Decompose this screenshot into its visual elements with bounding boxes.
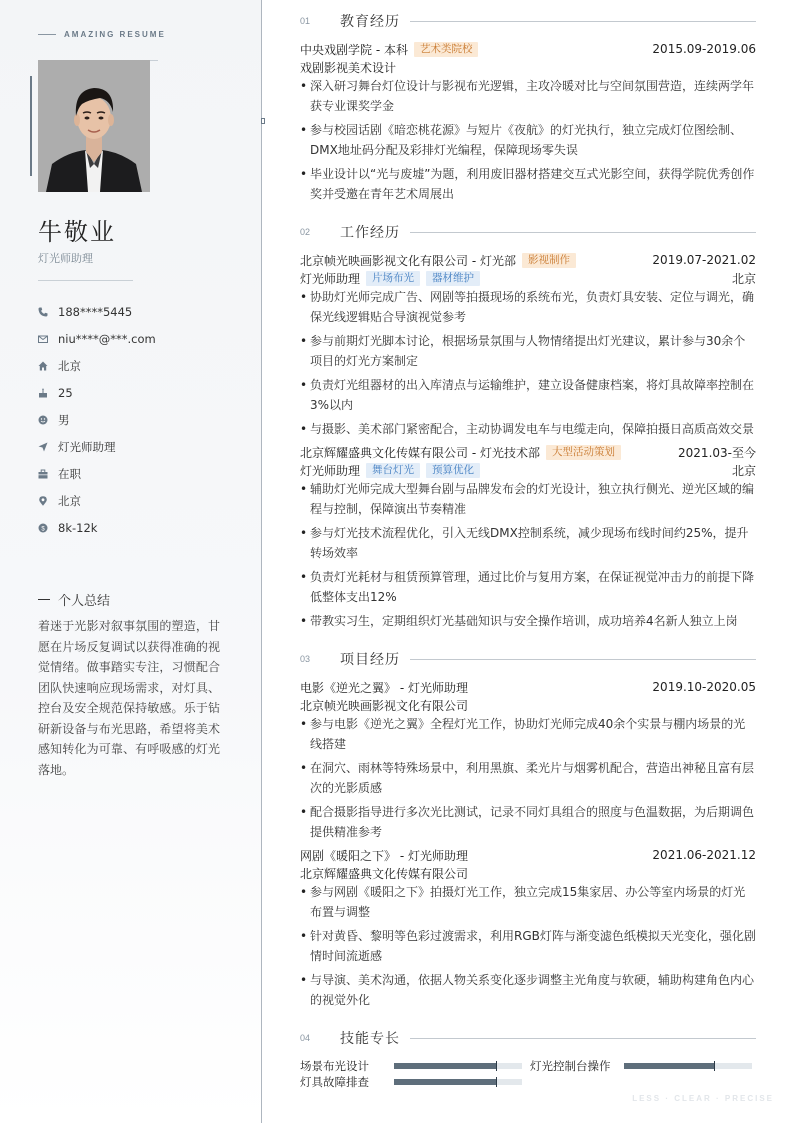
work-bullet: • 负责灯光组器材的出入库清点与运输维护，建立设备健康档案，将灯具故障率控制在3%以内: [300, 375, 756, 415]
education-date: 2015.09-2019.06: [652, 42, 756, 56]
work-role: 灯光师助理: [300, 271, 361, 286]
work-role-tag: 舞台灯光: [366, 463, 420, 478]
project-company-row: [300, 696, 756, 714]
work-date: 2021.03-至今: [678, 445, 756, 460]
section-number: 03: [300, 654, 311, 664]
section-rule: [410, 232, 756, 233]
section-title: 教育经历: [340, 14, 400, 30]
info-age: [38, 379, 238, 406]
photo-frame: [30, 60, 160, 200]
info-location-text: 北京: [58, 493, 81, 508]
info-position: [38, 433, 238, 460]
project-bullet: • 参与网剧《暖阳之下》拍摄灯光工作，独立完成15集家居、办公等室内场景的灯光布置与调整: [300, 882, 756, 922]
project-bullet: • 针对黄昏、黎明等色彩过渡需求，利用RGB灯阵与渐变滤色纸模拟天光变化，强化剧情时间流逝感: [300, 926, 756, 966]
section-title: 项目经历: [340, 652, 400, 668]
project-title: 网剧《暖阳之下》 - 灯光师助理: [300, 848, 468, 863]
work-bullet: • 辅助灯光师完成大型舞台剧与品牌发布会的灯光设计，独立执行侧光、逆光区域的编程与控制，保障演出节奏精准: [300, 479, 756, 519]
project-title-row: [300, 678, 756, 696]
project-date: 2019.10-2020.05: [652, 680, 756, 694]
work-company-row: [300, 443, 756, 461]
summary-heading-text: 个人总结: [58, 594, 111, 609]
work-company: 北京辉耀盛典文化传媒有限公司 - 灯光技术部: [300, 445, 540, 460]
info-email-text: niu****@***.com: [58, 331, 156, 346]
timeline-marker: [261, 118, 265, 124]
skill-name: 灯光控制台操作: [530, 1059, 611, 1073]
face-icon: [38, 415, 58, 425]
skill-bar-tick: [496, 1077, 497, 1087]
info-phone: [38, 298, 238, 325]
profile-title: 灯光师助理: [38, 252, 93, 265]
work-bullet: • 负责灯光耗材与租赁预算管理，通过比价与复用方案，在保证视觉冲击力的前提下降低整体支出12%: [300, 567, 756, 607]
section-skills-header: [300, 1028, 756, 1048]
education-major: 戏剧影视美术设计: [300, 60, 397, 75]
skill-item: [300, 1058, 522, 1074]
skill-bar: [624, 1063, 752, 1069]
info-home-text: 北京: [58, 358, 81, 373]
work-bullet: • 参与灯光技术流程优化，引入无线DMX控制系统，减少现场布线时间约25%，提升转场效率: [300, 523, 756, 563]
work-role: 灯光师助理: [300, 463, 361, 478]
skill-bar: [394, 1063, 522, 1069]
briefcase-icon: [38, 469, 58, 479]
work-bullet: • 与摄影、美术部门紧密配合，主动协调发电车与电缆走向，保障拍摄日高质高效交景: [300, 419, 756, 439]
avatar: [38, 60, 150, 192]
work-date: 2019.07-2021.02: [652, 253, 756, 267]
info-home: [38, 352, 238, 379]
section-rule: [410, 1038, 756, 1039]
section-rule: [410, 659, 756, 660]
profile-name: 牛敬业: [38, 218, 116, 246]
project-title-row: [300, 846, 756, 864]
work-role-row: [300, 269, 756, 287]
info-status: [38, 460, 238, 487]
skill-name: 场景布光设计: [300, 1059, 369, 1073]
work-bullet: • 带教实习生，定期组织灯光基础知识与安全操作培训，成功培养4名新人独立上岗: [300, 611, 756, 631]
photo-accent-line: [30, 76, 32, 176]
info-age-text: 25: [58, 385, 73, 400]
section-number: 02: [300, 227, 311, 237]
work-city: 北京: [731, 463, 756, 478]
education-row: [300, 40, 756, 58]
summary-dash: [38, 599, 50, 600]
section-number: 04: [300, 1033, 311, 1043]
work-bullet: • 协助灯光师完成广告、网剧等拍摄现场的系统布光，负责灯具安装、定位与调光，确保光线逻辑贴合导演视觉参考: [300, 287, 756, 327]
skill-name: 灯具故障排查: [300, 1075, 369, 1089]
info-salary-text: 8k-12k: [58, 520, 98, 535]
work-role-tag: 片场布光: [366, 271, 420, 286]
education-tag: 艺术类院校: [414, 42, 479, 57]
skill-bar-fill: [394, 1079, 496, 1085]
work-company-tag: 大型活动策划: [546, 445, 621, 460]
education-school: 中央戏剧学院 - 本科: [300, 42, 408, 57]
section-work-header: [300, 222, 756, 242]
phone-icon: [38, 307, 58, 317]
brand-dash: [38, 34, 56, 35]
work-company-tag: 影视制作: [522, 253, 576, 268]
section-number: 01: [300, 16, 311, 26]
work-company-row: [300, 251, 756, 269]
skill-item: [530, 1058, 752, 1074]
project-bullet: • 配合摄影指导进行多次光比测试，记录不同灯具组合的照度与色温数据，为后期调色提供精准参考: [300, 802, 756, 842]
location-pin-icon: [38, 496, 58, 506]
section-education-header: [300, 11, 756, 31]
contact-info-list: [38, 298, 238, 541]
info-phone-text: 188****5445: [58, 304, 133, 319]
work-bullet: • 参与前期灯光脚本讨论，根据场景氛围与人物情绪提出灯光建议，累计参与30余个项目的灯光方案制定: [300, 331, 756, 371]
footer-tagline: LESS · CLEAR · PRECISE: [632, 1094, 774, 1103]
summary-text: 着迷于光影对叙事氛围的塑造，甘愿在片场反复调试以获得准确的视觉情绪。做事踏实专注，习惯配合团队快速响应现场需求，对灯具、控台及安全规范保持敏感。乐于钻研新设备与布光思路，希望将美术感知转化为可靠、有呼吸感的灯光落地。: [38, 619, 220, 777]
skill-bar: [394, 1079, 522, 1085]
skill-bar-fill: [624, 1063, 714, 1069]
work-role-tag: 预算优化: [426, 463, 480, 478]
project-bullet: • 与导演、美术沟通，依据人物关系变化逐步调整主光角度与软硬，辅助构建角色内心的视觉外化: [300, 970, 756, 1010]
education-bullet: • 深入研习舞台灯位设计与影视布光逻辑，主攻冷暖对比与空间氛围营造，连续两学年获专业课奖学金: [300, 76, 756, 116]
info-email: [38, 325, 238, 352]
section-rule: [410, 21, 756, 22]
work-company: 北京帧光映画影视文化有限公司 - 灯光部: [300, 253, 516, 268]
info-gender-text: 男: [58, 412, 70, 427]
project-date: 2021.06-2021.12: [652, 848, 756, 862]
info-location: [38, 487, 238, 514]
education-bullet: • 参与校园话剧《暗恋桃花源》与短片《夜航》的灯光执行，独立完成灯位图绘制、DMX地址码分配及彩排灯光编程，保障现场零失误: [300, 120, 756, 160]
skill-bar-tick: [714, 1061, 715, 1071]
svg-text:$: $: [41, 525, 45, 532]
education-major-row: [300, 58, 756, 76]
email-icon: [38, 334, 58, 344]
skill-item: [300, 1074, 522, 1090]
sidebar: [0, 0, 262, 1123]
info-gender: [38, 406, 238, 433]
avatar-portrait: [38, 60, 150, 192]
project-company-row: [300, 864, 756, 882]
section-title: 技能专长: [340, 1031, 400, 1047]
brand: [38, 30, 166, 39]
info-position-text: 灯光师助理: [58, 439, 116, 454]
send-icon: [38, 442, 58, 452]
section-projects-header: [300, 649, 756, 669]
project-bullet: • 在洞穴、雨林等特殊场景中，利用黑旗、柔光片与烟雾机配合，营造出神秘且富有层次的光影质感: [300, 758, 756, 798]
skill-bar-tick: [496, 1061, 497, 1071]
project-company: 北京辉耀盛典文化传媒有限公司: [300, 866, 469, 881]
project-bullet: • 参与电影《逆光之翼》全程灯光工作，协助灯光师完成40余个实景与棚内场景的光线搭建: [300, 714, 756, 754]
divider: [38, 280, 133, 281]
section-title: 工作经历: [340, 225, 400, 241]
home-icon: [38, 361, 58, 371]
project-title: 电影《逆光之翼》 - 灯光师助理: [300, 680, 468, 695]
work-city: 北京: [731, 271, 756, 286]
work-role-tag: 器材维护: [426, 271, 480, 286]
summary-heading: [38, 590, 110, 609]
cake-icon: [38, 388, 58, 398]
info-status-text: 在职: [58, 466, 81, 481]
skill-bar-fill: [394, 1063, 496, 1069]
info-salary: [38, 514, 238, 541]
work-role-row: [300, 461, 756, 479]
brand-text: AMAZING RESUME: [64, 30, 166, 39]
salary-icon: [38, 523, 58, 533]
education-bullet: • 毕业设计以“光与废墟”为题，利用废旧器材搭建交互式光影空间，获得学院优秀创作奖并受邀在青年艺术周展出: [300, 164, 756, 204]
project-company: 北京帧光映画影视文化有限公司: [300, 698, 469, 713]
